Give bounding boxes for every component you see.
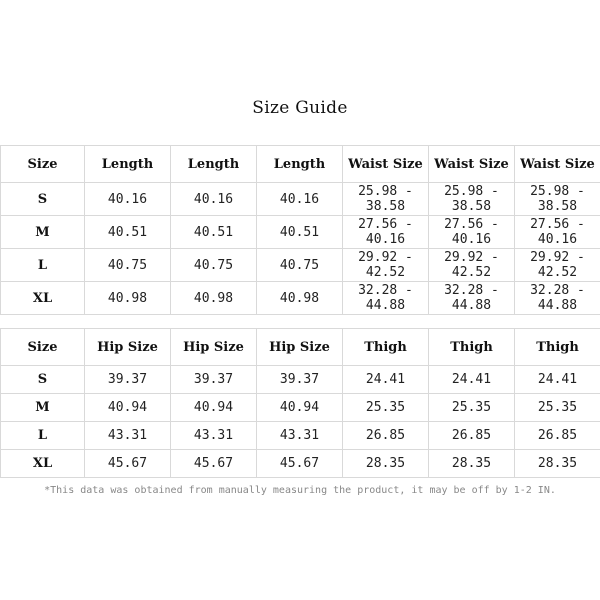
column-header: Thigh [429,329,515,366]
length-cell: 40.51 [85,216,171,249]
length-waist-table [0,145,600,315]
thigh-cell: 26.85 [515,422,600,450]
table-row [1,249,600,282]
thigh-cell: 25.35 [429,394,515,422]
waist-cell: 25.98 - 38.58 [343,183,429,216]
waist-cell: 27.56 - 40.16 [515,216,600,249]
table-row [1,394,600,422]
hip-cell: 39.37 [257,366,343,394]
waist-cell: 27.56 - 40.16 [343,216,429,249]
measurement-disclaimer: *This data was obtained from manually measuring the product, it may be off by 1-2 IN. [44,485,556,496]
thigh-cell: 25.35 [515,394,600,422]
hip-cell: 43.31 [257,422,343,450]
size-cell: S [1,183,85,216]
hip-thigh-table [0,328,600,478]
table-row [1,282,600,315]
table-header-row [1,329,600,366]
hip-cell: 40.94 [171,394,257,422]
table-row [1,422,600,450]
table-row [1,450,600,478]
thigh-cell: 24.41 [429,366,515,394]
length-cell: 40.51 [171,216,257,249]
waist-cell: 29.92 - 42.52 [515,249,600,282]
column-header: Waist Size [429,146,515,183]
column-header: Length [85,146,171,183]
thigh-cell: 24.41 [343,366,429,394]
thigh-cell: 25.35 [343,394,429,422]
table-header-row [1,146,600,183]
hip-cell: 43.31 [85,422,171,450]
size-cell: XL [1,450,85,478]
length-cell: 40.75 [85,249,171,282]
column-header: Length [171,146,257,183]
thigh-cell: 26.85 [343,422,429,450]
length-cell: 40.16 [257,183,343,216]
hip-cell: 43.31 [171,422,257,450]
column-header: Waist Size [515,146,600,183]
length-cell: 40.75 [171,249,257,282]
column-header: Hip Size [85,329,171,366]
length-cell: 40.98 [257,282,343,315]
waist-cell: 32.28 - 44.88 [343,282,429,315]
column-header: Length [257,146,343,183]
hip-cell: 45.67 [171,450,257,478]
thigh-cell: 28.35 [429,450,515,478]
hip-cell: 39.37 [85,366,171,394]
waist-cell: 25.98 - 38.58 [429,183,515,216]
waist-cell: 27.56 - 40.16 [429,216,515,249]
hip-cell: 40.94 [257,394,343,422]
size-cell: M [1,216,85,249]
thigh-cell: 28.35 [515,450,600,478]
table-row [1,183,600,216]
waist-cell: 29.92 - 42.52 [429,249,515,282]
size-cell: L [1,249,85,282]
waist-cell: 25.98 - 38.58 [515,183,600,216]
size-cell: XL [1,282,85,315]
hip-cell: 45.67 [257,450,343,478]
waist-cell: 32.28 - 44.88 [515,282,600,315]
length-cell: 40.98 [171,282,257,315]
length-cell: 40.75 [257,249,343,282]
column-header: Hip Size [171,329,257,366]
thigh-cell: 28.35 [343,450,429,478]
length-cell: 40.16 [171,183,257,216]
length-cell: 40.51 [257,216,343,249]
waist-cell: 32.28 - 44.88 [429,282,515,315]
hip-cell: 39.37 [171,366,257,394]
column-header: Size [1,329,85,366]
length-cell: 40.98 [85,282,171,315]
column-header: Thigh [343,329,429,366]
page-title: Size Guide [252,98,348,118]
table-row [1,366,600,394]
column-header: Size [1,146,85,183]
column-header: Waist Size [343,146,429,183]
waist-cell: 29.92 - 42.52 [343,249,429,282]
size-cell: S [1,366,85,394]
thigh-cell: 26.85 [429,422,515,450]
column-header: Hip Size [257,329,343,366]
hip-cell: 40.94 [85,394,171,422]
size-cell: L [1,422,85,450]
column-header: Thigh [515,329,600,366]
hip-cell: 45.67 [85,450,171,478]
thigh-cell: 24.41 [515,366,600,394]
length-cell: 40.16 [85,183,171,216]
size-cell: M [1,394,85,422]
table-row [1,216,600,249]
